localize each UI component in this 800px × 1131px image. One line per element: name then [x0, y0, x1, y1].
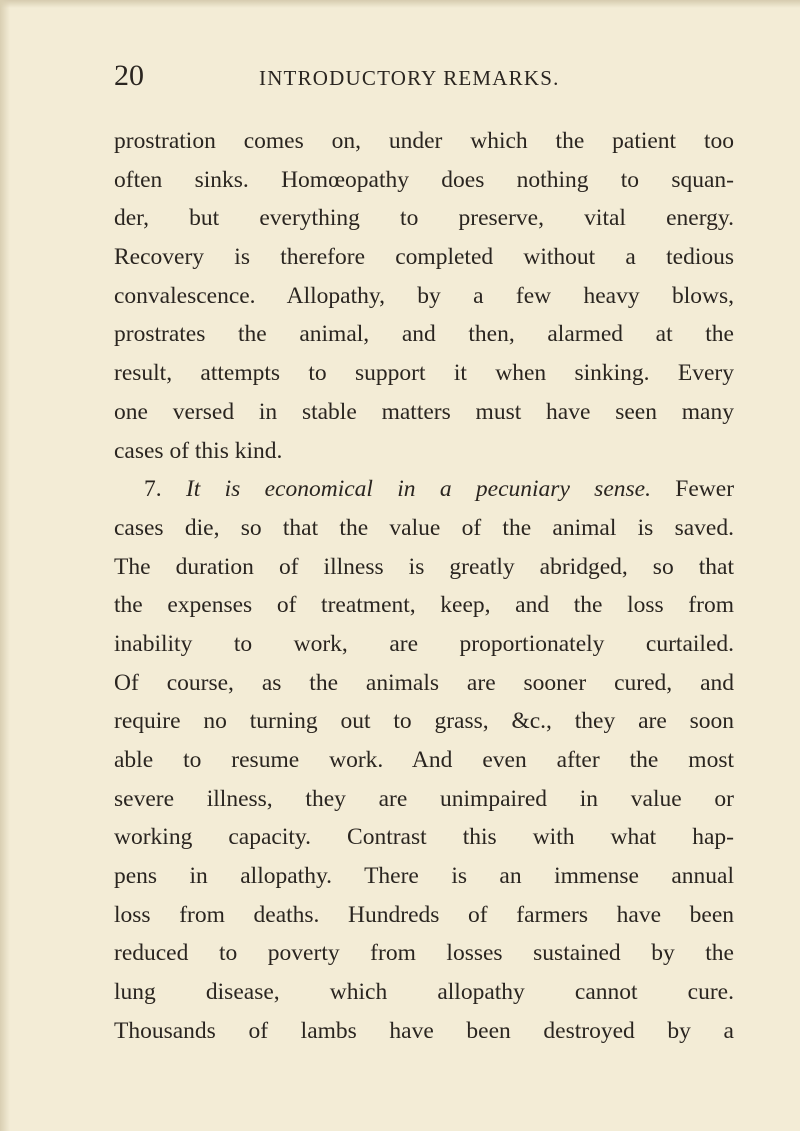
- body-text: [114, 122, 734, 1051]
- running-head: INTRODUCTORY REMARKS.: [259, 66, 560, 90]
- text-line: der, but everything to preserve, vital energy.: [114, 205, 734, 232]
- text-line: pens in allopathy. There is an immense annual: [114, 863, 734, 890]
- text-line: prostrates the animal, and then, alarmed at the: [114, 321, 734, 348]
- paragraph-7-first-line: [114, 470, 734, 509]
- page-number: 20: [114, 59, 144, 92]
- text-line: Recovery is therefore completed without a tedious: [114, 244, 734, 271]
- text-line: convalescence. Allopathy, by a few heavy blows,: [114, 282, 734, 309]
- text-line: require no turning out to grass, &c., they are soon: [114, 708, 734, 735]
- text-line: reduced to poverty from losses sustained by the: [114, 940, 734, 967]
- text-line: loss from deaths. Hundreds of farmers have been: [114, 901, 734, 928]
- text-line: The duration of illness is greatly abridged, so that: [114, 553, 734, 580]
- text-line: Thousands of lambs have been destroyed by a: [114, 1017, 734, 1044]
- paragraph-number: 7.: [144, 476, 162, 503]
- text-line: severe illness, they are unimpaired in value or: [114, 785, 734, 812]
- text-line: prostration comes on, under which the patient too: [114, 128, 734, 154]
- page-edge-top: [0, 0, 800, 8]
- text-line: Of course, as the animals are sooner cured, and: [114, 669, 734, 696]
- text-line: lung disease, which allopathy cannot cure.: [114, 979, 734, 1006]
- text-line: one versed in stable matters must have seen many: [114, 398, 734, 425]
- text-line: working capacity. Contrast this with what hap-: [114, 824, 734, 851]
- text-line: inability to work, are proportionately curtailed.: [114, 630, 734, 657]
- text-line: result, attempts to support it when sinking. Every: [114, 360, 734, 387]
- paragraph-heading-italic: It is economical in a pecuniary sense.: [185, 476, 651, 503]
- text-line: often sinks. Homœopathy does nothing to squan-: [114, 166, 734, 193]
- text-line: able to resume work. And even after the most: [114, 747, 734, 773]
- text-line: the expenses of treatment, keep, and the loss from: [114, 592, 734, 619]
- page-header: [114, 56, 734, 96]
- page-edge-left: [0, 0, 10, 1131]
- text-line: cases die, so that the value of the animal is saved.: [114, 514, 734, 541]
- paragraph-first-line-rest: Fewer: [675, 476, 735, 503]
- text-line: cases of this kind.: [114, 437, 283, 464]
